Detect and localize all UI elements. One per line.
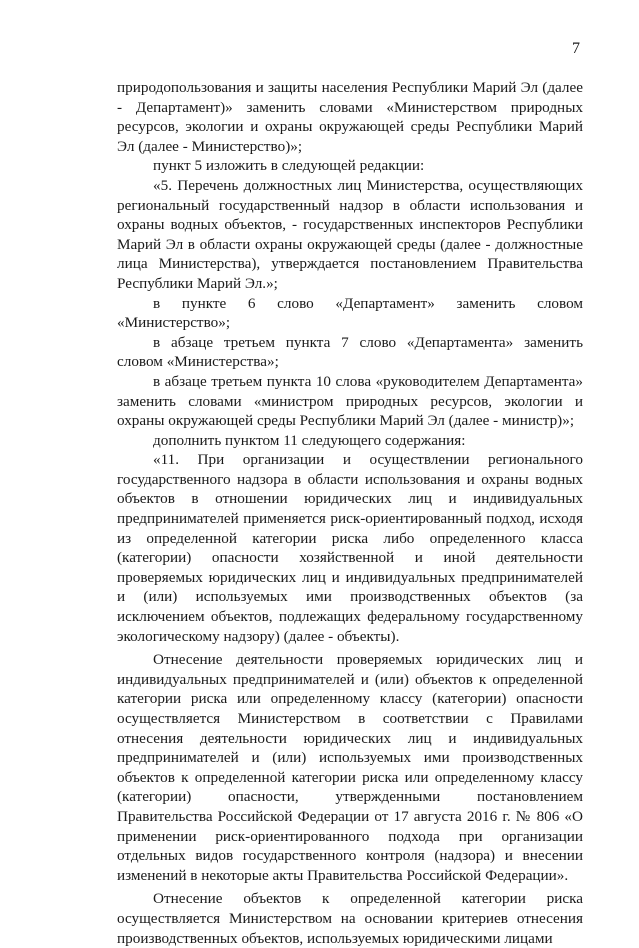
paragraph-item-6: в пункте 6 слово «Департамент» заменить словом «Министерство»; — [117, 294, 583, 332]
document-body — [117, 78, 583, 948]
paragraph-department-replacement: природопользования и защиты населения Республики Марий Эл (далее - Департамент)» заменить словами «Министерством природных ресурсов, экологии и охраны окружающей среды Республики Марий Эл (далее - Министерство)»; — [117, 79, 583, 155]
paragraph-item-5-text: «5. Перечень должностных лиц Министерства, осуществляющих региональный государственный надзор в области использования и охраны водных объектов, - государственных инспекторов Республики Марий Эл в области охраны окружающей среды (далее - должностные лица Министерства), утверждается постановлением Правительства Республики Марий Эл.»; — [117, 176, 583, 292]
paragraph-item-11-intro: дополнить пунктом 11 следующего содержания: — [153, 431, 466, 449]
page-number: 7 — [572, 40, 580, 57]
paragraph-item-5-intro: пункт 5 изложить в следующей редакции: — [153, 157, 425, 175]
paragraph-item-10: в абзаце третьем пункта 10 слова «руководителем Департамента» заменить словами «министром природных ресурсов, экологии и охраны окружающей среды Республики Марий Эл (далее - министр)»; — [117, 372, 583, 430]
paragraph-objects-classification: Отнесение объектов к определенной категории риска осуществляется Министерством на основании критериев отнесения производственных объектов, используемых юридическими лицами — [117, 890, 583, 947]
paragraph-item-7: в абзаце третьем пункта 7 слово «Департамента» заменить словом «Министерства»; — [117, 333, 583, 371]
paragraph-risk-classification: Отнесение деятельности проверяемых юридических лиц и индивидуальных предпринимателей и (или) объектов к определенной категории риска или определенному классу (категории) опасности осуществляется Министерством в соответствии с Правилами отнесения деятельности юридических лиц и индивидуальных предпринимателей и (или) используемых ими производственных объектов к определенной категории риска или определенному классу (категории) опасности, утвержденными постановлением Правительства Российской Федерации от 17 августа 2016 г. № 806 «О применении риск-ориентированного подхода при организации отдельных видов государственного контроля (надзора) и внесении изменений в некоторые акты Правительства Российской Федерации». — [117, 651, 583, 884]
paragraph-item-11-text: «11. При организации и осуществлении регионального государственного надзора в области использования и охраны водных объектов в отношении юридических лиц и индивидуальных предпринимателей применяется риск-ориентированный подход, исходя из определенной категории риска либо определенного класса (категории) опасности хозяйственной и иной деятельности проверяемых юридических лиц и индивидуальных предпринимателей и (или) используемых ими производственных объектов (за исключением объектов, подлежащих федеральному государственному экологическому надзору) (далее - объекты). — [117, 451, 583, 645]
